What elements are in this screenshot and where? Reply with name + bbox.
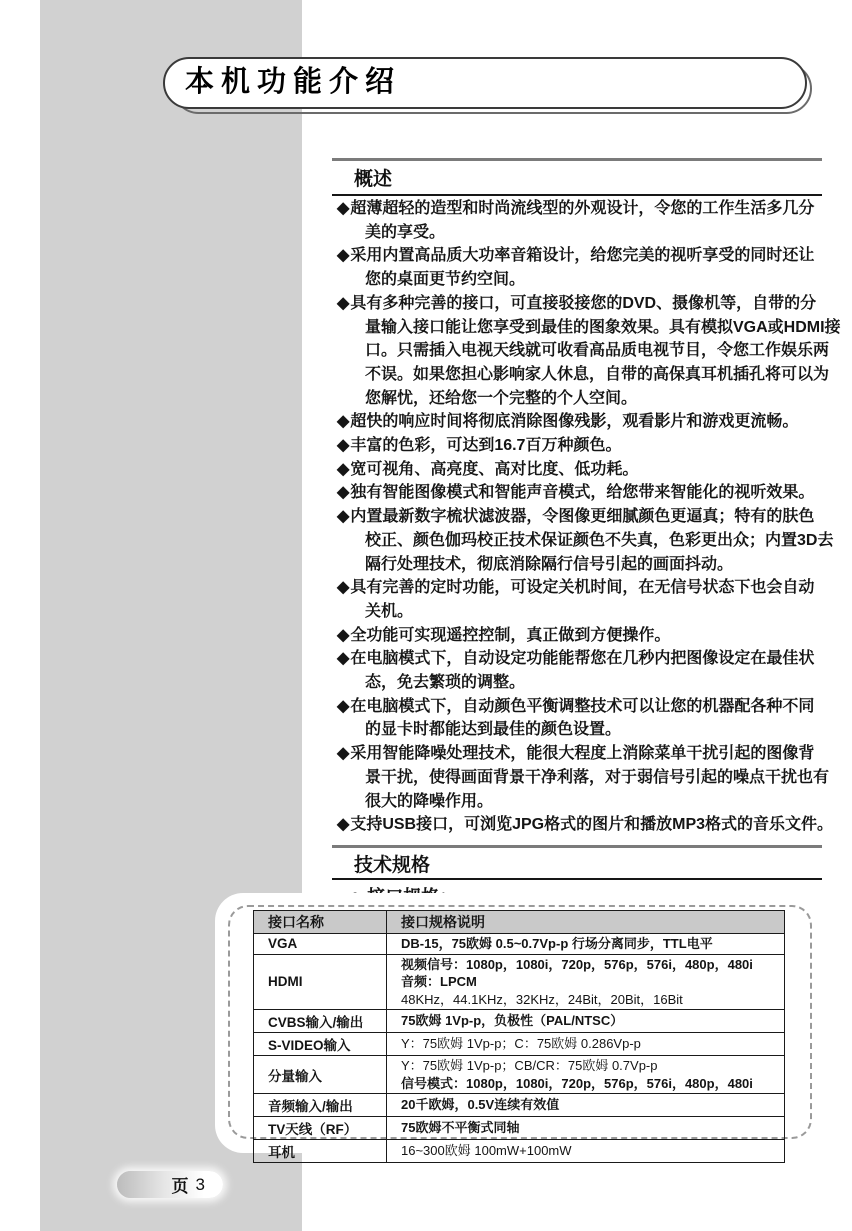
- table-row: [254, 954, 785, 1010]
- title-banner: [163, 57, 807, 109]
- overview-bullet-list: [332, 197, 841, 837]
- spec-table-container: [215, 893, 825, 1160]
- bullet-item: [332, 458, 830, 482]
- bullet-line-cont: 隔行处理技术，彻底消除隔行信号引起的画面抖动。: [365, 555, 734, 573]
- interface-name-cell: TV天线（RF）: [254, 1117, 387, 1140]
- col-header-interface-name: 接口名称: [254, 911, 387, 934]
- page-number: 3: [195, 1174, 205, 1194]
- interface-desc-cell: [387, 1010, 785, 1033]
- bullet-item: [332, 292, 841, 411]
- desc-line: Y：75欧姆 1Vp-p；C：75欧姆 0.286Vp-p: [401, 1036, 641, 1052]
- interface-name-cell: S-VIDEO输入: [254, 1033, 387, 1056]
- interface-desc-cell: [387, 934, 785, 955]
- table-row: [254, 1140, 785, 1163]
- interface-desc-cell: [387, 1033, 785, 1056]
- bullet-line-first: ◆超薄超轻的造型和时尚流线型的外观设计，令您的工作生活多几分: [332, 197, 830, 221]
- diamond-bullet-icon: ◆: [337, 484, 350, 502]
- bullet-line-cont: 校正、颜色伽玛校正技术保证颜色不失真，色彩更出众；内置3D去: [365, 531, 834, 549]
- diamond-bullet-icon: ◆: [337, 579, 350, 597]
- interface-name-cell: VGA: [254, 934, 387, 955]
- bullet-line-cont: 美的享受。: [365, 223, 446, 241]
- diamond-bullet-icon: ◆: [337, 460, 350, 478]
- bullet-item: [332, 742, 830, 813]
- bullet-line-first: ◆采用内置高品质大功率音箱设计，给您完美的视听享受的同时还让: [332, 244, 830, 268]
- desc-line: DB-15，75欧姆 0.5~0.7Vp-p 行场分离同步，TTL电平: [401, 936, 713, 951]
- bullet-item: [332, 813, 834, 837]
- interface-desc-cell: [387, 1056, 785, 1094]
- diamond-bullet-icon: ◆: [337, 294, 350, 312]
- bullet-item: [332, 197, 830, 244]
- interface-desc-cell: [387, 954, 785, 1010]
- specs-heading: 技术规格: [354, 854, 431, 876]
- interface-spec-table: [253, 910, 785, 1163]
- bullet-item: [332, 647, 830, 694]
- diamond-bullet-icon: ◆: [337, 745, 350, 763]
- overview-section-header: [332, 158, 822, 196]
- bullet-line-cont: 量输入接口能让您享受到最佳的图象效果。具有模拟VGA或HDMI接: [365, 318, 841, 336]
- desc-line: 20千欧姆，0.5V连续有效值: [401, 1097, 560, 1113]
- bullet-item: [332, 481, 830, 505]
- diamond-bullet-icon: ◆: [337, 200, 350, 217]
- table-row: [254, 1010, 785, 1033]
- bullet-item: [332, 434, 830, 458]
- diamond-bullet-icon: ◆: [337, 697, 350, 715]
- table-row: [254, 1094, 785, 1117]
- desc-line: 信号模式：1080p，1080i，720p，576p，576i，480p，480i: [401, 1075, 753, 1091]
- bullet-line-first: ◆宽可视角、高亮度、高对比度、低功耗。: [332, 458, 830, 482]
- bullet-line-first: ◆内置最新数字梳状滤波器，令图像更细腻颜色更逼真；特有的肤色: [332, 505, 830, 529]
- col-header-interface-desc: 接口规格说明: [387, 911, 785, 934]
- diamond-bullet-icon: ◆: [337, 508, 350, 526]
- interface-desc-cell: [387, 1140, 785, 1163]
- interface-name-cell: 分量输入: [254, 1056, 387, 1094]
- overview-heading: 概述: [354, 169, 393, 190]
- desc-line: 75欧姆 1Vp-p，负极性（PAL/NTSC）: [401, 1013, 624, 1029]
- bullet-item: [332, 410, 830, 434]
- rule-thin: [332, 194, 822, 196]
- diamond-bullet-icon: ◆: [337, 247, 350, 265]
- page-title: 本机功能介绍: [185, 66, 402, 98]
- bullet-line-first: ◆在电脑模式下，自动设定功能能帮您在几秒内把图像设定在最佳状: [332, 647, 830, 671]
- interface-name-cell: 音频输入/输出: [254, 1094, 387, 1117]
- bullet-line-cont: 的显卡时都能达到最佳的颜色设置。: [365, 721, 622, 739]
- table-header-row: [254, 911, 785, 934]
- bullet-line-cont: 您的桌面更节约空间。: [365, 271, 526, 289]
- bullet-line-cont: 口。只需插入电视天线就可收看高品质电视节目，令您工作娱乐两: [365, 342, 830, 360]
- bullet-line-cont: 不误。如果您担心影响家人休息，自带的高保真耳机插孔将可以为: [365, 365, 830, 383]
- bullet-line-first: ◆具有多种完善的接口，可直接驳接您的DVD、摄像机等，自带的分: [332, 292, 830, 316]
- bullet-item: [332, 576, 830, 623]
- bullet-line-first: ◆全功能可实现遥控控制，真正做到方便操作。: [332, 624, 830, 648]
- page-number-pill: [117, 1171, 223, 1198]
- page-label: 页: [171, 1177, 189, 1196]
- bullet-item: [332, 244, 830, 291]
- interface-desc-cell: [387, 1094, 785, 1117]
- diamond-bullet-icon: ◆: [337, 650, 350, 668]
- desc-line: 75欧姆不平衡式同轴: [401, 1120, 520, 1136]
- bullet-line-first: ◆在电脑模式下，自动颜色平衡调整技术可以让您的机器配各种不同: [332, 695, 830, 719]
- desc-line: 16~300欧姆 100mW+100mW: [401, 1143, 572, 1159]
- interface-desc-cell: [387, 1117, 785, 1140]
- interface-name-cell: CVBS输入/输出: [254, 1010, 387, 1033]
- bullet-line-cont: 景干扰，使得画面背景干净利落，对于弱信号引起的噪点干扰也有: [365, 768, 830, 786]
- interface-name-cell: 耳机: [254, 1140, 387, 1163]
- diamond-bullet-icon: ◆: [337, 437, 350, 455]
- diamond-bullet-icon: ◆: [337, 816, 350, 834]
- bullet-line-cont: 态，免去繁琐的调整。: [365, 674, 526, 692]
- table-row: [254, 934, 785, 955]
- desc-line: 音频：LPCM: [401, 974, 477, 989]
- bullet-line-first: ◆独有智能图像模式和智能声音模式，给您带来智能化的视听效果。: [332, 481, 830, 505]
- interface-name-cell: HDMI: [254, 954, 387, 1010]
- bullet-line-first: ◆超快的响应时间将彻底消除图像残影，观看影片和游戏更流畅。: [332, 410, 830, 434]
- bullet-item: [332, 624, 830, 648]
- desc-line: 48KHz，44.1KHz，32KHz，24Bit，20Bit，16Bit: [401, 991, 683, 1007]
- specs-section-header: [332, 845, 822, 880]
- bullet-line-first: ◆丰富的色彩，可达到16.7百万种颜色。: [332, 434, 830, 458]
- bullet-line-cont: 很大的降噪作用。: [365, 792, 494, 810]
- bullet-line-first: ◆支持USB接口，可浏览JPG格式的图片和播放MP3格式的音乐文件。: [332, 813, 830, 837]
- diamond-bullet-icon: ◆: [337, 626, 350, 644]
- bullet-line-first: ◆具有完善的定时功能，可设定关机时间，在无信号状态下也会自动: [332, 576, 830, 600]
- desc-line: 视频信号：1080p，1080i，720p，576p，576i，480p，480i: [401, 956, 753, 972]
- bullet-item: [332, 505, 834, 576]
- bullet-line-first: ◆采用智能降噪处理技术，能很大程度上消除菜单干扰引起的图像背: [332, 742, 830, 766]
- rule-thin: [332, 878, 822, 880]
- bullet-line-cont: 关机。: [365, 602, 414, 620]
- table-row: [254, 1056, 785, 1094]
- desc-line: Y：75欧姆 1Vp-p；CB/CR：75欧姆 0.7Vp-p: [401, 1058, 658, 1073]
- bullet-line-cont: 您解忧，还给您一个完整的个人空间。: [365, 389, 638, 407]
- bullet-item: [332, 695, 830, 742]
- table-row: [254, 1033, 785, 1056]
- table-row: [254, 1117, 785, 1140]
- diamond-bullet-icon: ◆: [337, 413, 350, 431]
